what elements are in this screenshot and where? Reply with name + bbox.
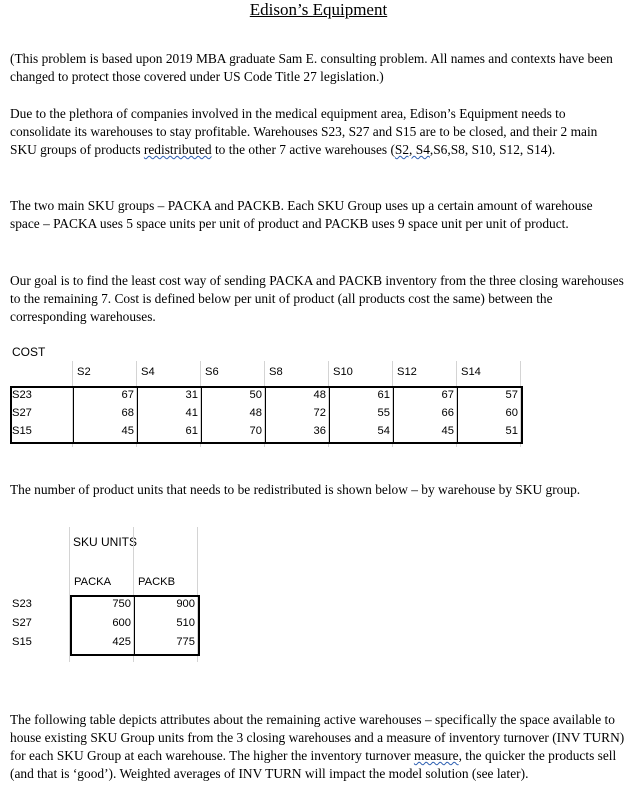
cost-column-header: S6 <box>205 366 219 378</box>
cost-table-border <box>10 386 523 444</box>
units-row-label: S23 <box>12 598 32 610</box>
units-cell: 510 <box>176 617 195 629</box>
cost-column-divider <box>457 386 458 444</box>
units-cell: 600 <box>112 617 131 629</box>
cost-column-divider <box>329 386 330 444</box>
cost-column-divider <box>201 386 202 444</box>
units-column-header: PACKA <box>74 576 112 588</box>
units-cell: 750 <box>112 598 131 610</box>
cost-cell: 48 <box>249 407 262 419</box>
cost-cell: 51 <box>505 425 518 437</box>
cost-cell: 41 <box>185 407 198 419</box>
cost-cell: 67 <box>441 389 454 401</box>
cost-cell: 31 <box>185 389 198 401</box>
units-intro-paragraph: The number of product units that needs to be redistributed is shown below – by warehouse by SKU group. <box>10 482 581 497</box>
cost-column-header: S4 <box>141 366 155 378</box>
attributes-paragraph: The following table depicts attributes about the remaining active warehouses – specifically the space available to house existing SKU Group units from the 3 closing warehouses and a measure of inventory turnover (INV TURN) for each SKU Group at each warehouse. The higher the inventory turnover measure, the quicker the products sell (and that is ‘good’). Weighted averages of INV TURN will impact the model solution (see later). <box>10 712 625 781</box>
spellcheck-word-measure: measure <box>413 748 459 763</box>
cost-column-header: S10 <box>333 366 353 378</box>
cost-column-header: S8 <box>269 366 283 378</box>
intro-paragraph: (This problem is based upon 2019 MBA graduate Sam E. consulting problem. All names and contexts have been changed to protect those covered under US Code Title 27 legislation.) <box>10 51 613 84</box>
sku-units-heading: SKU UNITS <box>73 535 138 549</box>
spellcheck-list: S2, S4 <box>394 142 430 157</box>
units-cell: 425 <box>112 636 131 648</box>
cost-cell: 45 <box>121 425 134 437</box>
sku-paragraph: The two main SKU groups – PACKA and PACKB. Each SKU Group uses up a certain amount of warehouse space – PACKA uses 5 space units per unit of product and PACKB uses 9 space unit per unit of product. <box>10 198 593 231</box>
cost-table <box>10 343 540 458</box>
cost-cell: 50 <box>249 389 262 401</box>
cost-cell: 61 <box>377 389 390 401</box>
cost-column-divider <box>393 386 394 444</box>
units-table-border <box>70 595 200 656</box>
units-column-divider <box>134 595 135 656</box>
cost-cell: 72 <box>313 407 326 419</box>
goal-paragraph: Our goal is to find the least cost way of sending PACKA and PACKB inventory from the three closing warehouses to the remaining 7. Cost is defined below per unit of product (all products cost the same) between the corresponding warehouses. <box>10 273 624 324</box>
cost-row-label: S27 <box>12 407 32 419</box>
cost-cell: 54 <box>377 425 390 437</box>
document-title: Edison’s Equipment <box>249 0 388 19</box>
cost-cell: 60 <box>505 407 518 419</box>
units-cell: 775 <box>176 636 195 648</box>
units-cell: 900 <box>176 598 195 610</box>
cost-cell: 57 <box>505 389 518 401</box>
cost-cell: 61 <box>185 425 198 437</box>
cost-column-header: S14 <box>461 366 481 378</box>
consolidation-paragraph: Due to the plethora of companies involved in the medical equipment area, Edison’s Equipment needs to consolidate its warehouses to stay profitable. Warehouses S23, S27 and S15 are to be closed, and their 2 main SKU groups of products redistributed to the other 7 active warehouses (S2, S4,S6,S8, S10, S12, S14). <box>10 106 598 157</box>
cost-cell: 66 <box>441 407 454 419</box>
units-row-label: S15 <box>12 636 32 648</box>
cost-row-label: S15 <box>12 425 32 437</box>
cost-cell: 55 <box>377 407 390 419</box>
cost-cell: 68 <box>121 407 134 419</box>
cost-table-heading: COST <box>12 345 46 359</box>
cost-cell: 45 <box>441 425 454 437</box>
cost-cell: 67 <box>121 389 134 401</box>
units-row-label: S27 <box>12 617 32 629</box>
cost-cell: 48 <box>313 389 326 401</box>
cost-column-divider <box>137 386 138 444</box>
sku-units-table <box>10 527 210 662</box>
spellcheck-word: redistributed <box>143 142 212 157</box>
cost-column-divider <box>265 386 266 444</box>
cost-row-label: S23 <box>12 389 32 401</box>
cost-cell: 70 <box>249 425 262 437</box>
units-column-header: PACKB <box>138 576 176 588</box>
cost-column-header: S2 <box>77 366 91 378</box>
cost-column-divider <box>73 386 74 444</box>
cost-column-header: S12 <box>397 366 417 378</box>
cost-cell: 36 <box>313 425 326 437</box>
